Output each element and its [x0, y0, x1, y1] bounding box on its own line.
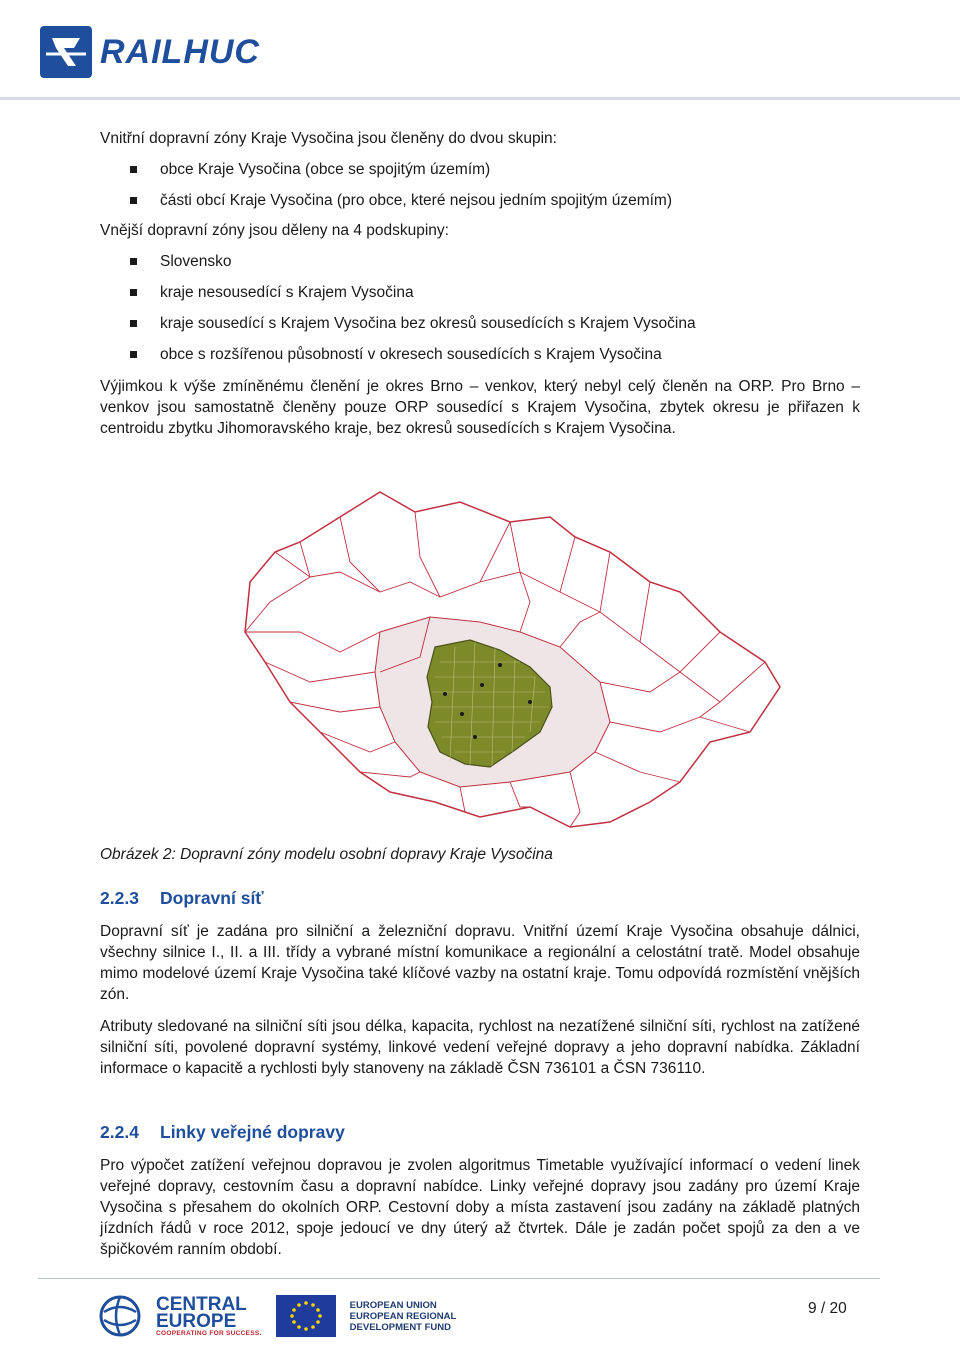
eu-fund-logo — [350, 1300, 457, 1333]
ce-tagline: COOPERATING FOR SUCCESS. — [156, 1329, 262, 1337]
header-divider — [0, 97, 960, 100]
section-number: 2.2.4 — [100, 1122, 139, 1142]
paragraph: Dopravní síť je zadána pro silniční a železniční dopravu. Vnitřní území Kraje Vysočina obsahuje dálnici, všechny silnice I., II. a III. třídy a vybrané místní komunikace a regionální a celostátní tratě. Model obsahuje mimo modelové území Kraje Vysočina také klíčové vazby na ostatní kraje. Tomu odpovídá rozmístění vnějších zón. — [100, 923, 860, 1003]
paragraph: Vnější dopravní zóny jsou děleny na 4 podskupiny: — [100, 222, 449, 239]
footer-divider — [38, 1278, 880, 1279]
page-number: 9 / 20 — [808, 1300, 847, 1317]
paragraph: Pro výpočet zatížení veřejnou dopravou je zvolen algoritmus Timetable využívající informací o vedení linek veřejné dopravy, cestovním času a dopravní nabídce. Linky veřejné dopravy jsou zadány pro území Kraje Vysočina s přesahem do okolních ORP. Cestovní doby a místa zastavení jsou zadány na základě platných jízdních řádů v roce 2012, spoje jedoucí ve dny úterý až čtvrtek. Dále je zadán počet spojů za den a ve špičkovém ranním období. — [100, 1157, 860, 1258]
ce-line2: EUROPE — [156, 1310, 237, 1332]
eu-line2: EUROPEAN REGIONAL — [349, 1310, 457, 1322]
list-item: kraje sousedící s Krajem Vysočina bez okresů sousedících s Krajem Vysočina — [100, 308, 860, 339]
railhuc-logo-icon — [38, 24, 94, 80]
section-heading-2-2-4 — [100, 1122, 345, 1143]
paragraph: Vnitřní dopravní zóny Kraje Vysočina jsou členěny do dvou skupin: — [100, 130, 557, 147]
section-heading-2-2-3 — [100, 888, 264, 909]
eu-line1: EUROPEAN UNION — [349, 1299, 437, 1311]
section-number: 2.2.3 — [100, 888, 139, 908]
czech-zones-map — [180, 482, 785, 837]
list-item: Slovensko — [100, 246, 860, 277]
eu-flag-icon — [276, 1295, 336, 1337]
bullet-list-external-zones — [100, 246, 860, 370]
section-title: Linky veřejné dopravy — [160, 1122, 345, 1142]
paragraph: Atributy sledované na silniční síti jsou délka, kapacita, rychlost na nezatížené silniční síti, rychlost na zatížené silniční síti, povolené dopravní systémy, linkové vedení veřejné dopravy a jeho dopravní nabídka. Základní informace o kapacitě a rychlosti byly stanoveny na základě ČSN 736101 a ČSN 736110. — [100, 1018, 860, 1077]
list-item: obce s rozšířenou působností v okresech sousedících s Krajem Vysočina — [100, 339, 860, 370]
ce-line1: CENTRAL — [156, 1293, 247, 1315]
bullet-list-internal-zones — [100, 154, 860, 216]
list-item: části obcí Kraje Vysočina (pro obce, které nejsou jedním spojitým územím) — [100, 185, 860, 216]
intro-section — [100, 128, 860, 439]
central-europe-logo — [156, 1293, 262, 1337]
eu-line3: DEVELOPMENT FUND — [349, 1321, 452, 1333]
footer-logos — [98, 1292, 456, 1340]
central-europe-globe-icon — [98, 1294, 142, 1338]
railhuc-logo — [38, 22, 260, 82]
list-item: obce Kraje Vysočina (obce se spojitým územím) — [100, 154, 860, 185]
figure-caption: Obrázek 2: Dopravní zóny modelu osobní dopravy Kraje Vysočina — [100, 846, 553, 863]
logo-text: RAILHUC — [100, 32, 260, 71]
paragraph: Výjimkou k výše zmíněnému členění je okres Brno – venkov, který nebyl celý členěn na ORP. Pro Brno – venkov jsou samostatně členěny pouze ORP sousedící s Krajem Vysočina, zbytek okresu je přiřazen k centroidu zbytku Jihomoravského kraje, bez okresů sousedících s Krajem Vysočina. — [100, 378, 860, 437]
list-item: kraje nesousedící s Krajem Vysočina — [100, 277, 860, 308]
section-title: Dopravní síť — [160, 888, 264, 908]
